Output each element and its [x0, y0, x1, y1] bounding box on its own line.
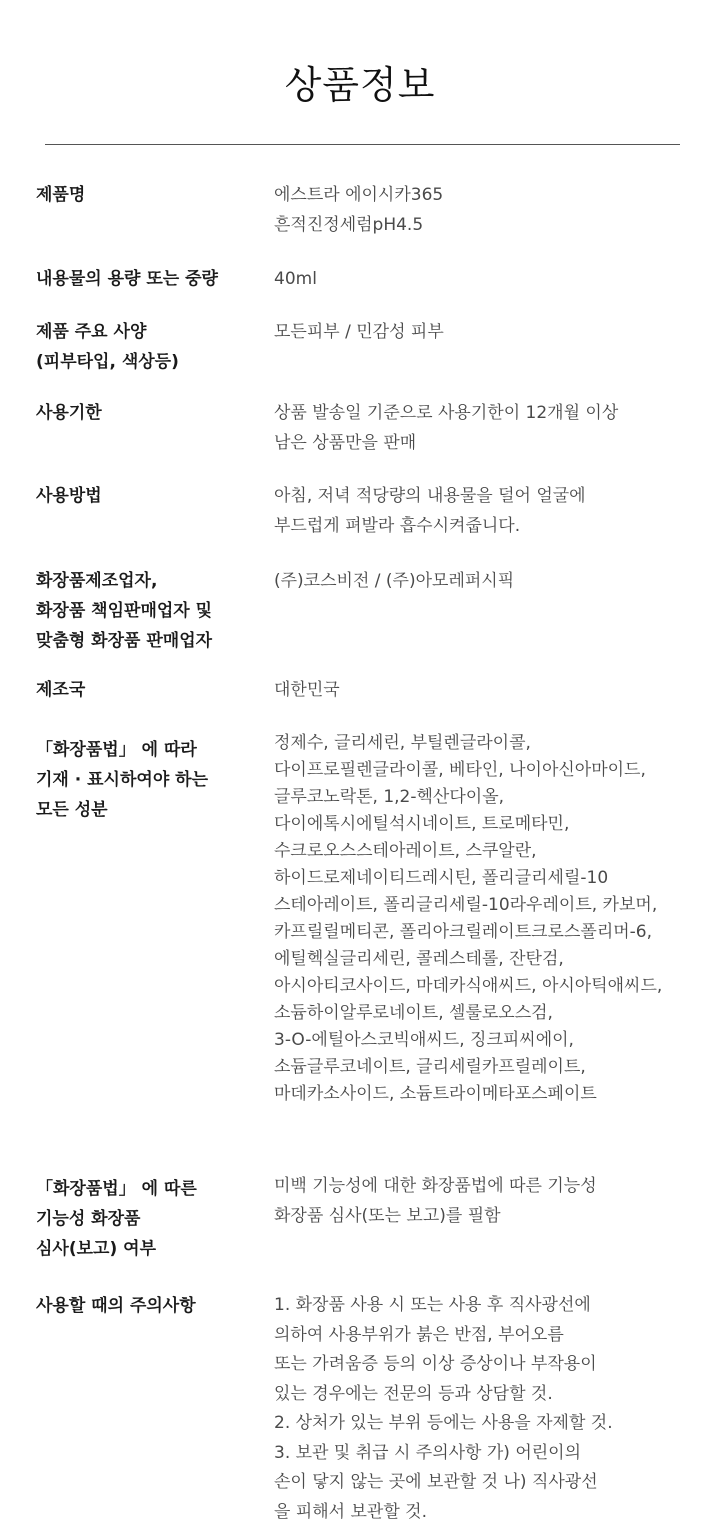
row-label: 사용기한 [36, 403, 102, 423]
row-label: 내용물의 용량 또는 중량 [36, 269, 218, 289]
row-value: 미백 기능성에 대한 화장품법에 따른 기능성 화장품 심사(또는 보고)를 필함 [274, 1176, 597, 1226]
row-value: 모든피부 / 민감성 피부 [274, 322, 444, 342]
row-label: 「화장품법」 에 따른 기능성 화장품 심사(보고) 여부 [36, 1179, 197, 1259]
row-value: 정제수, 글리세린, 부틸렌글라이콜, 다이프로필렌글라이콜, 베타인, 나이아신아마이드, 글루코노락톤, 1,2-헥산다이올, 다이에톡시에틸석시네이트, 트로메타민, 수크로오스스테아레이트, 스쿠알란, 하이드로제네이티드레시틴, 폴리글리세릴-10 스테아레이트, 폴리글리세릴-10라우레이트, 카보머, 카프릴릴메티콘, 폴리아크릴레이트크로스폴리머-6, 에틸헥실글리세린, 콜레스테롤, 잔탄검, 아시아티코사이드, 마데카식애씨드, 아시아틱애씨드, 소듐하이알루로네이트, 셀룰로오스검, 3-O-에틸아스코빅애씨드, 징크피씨에이, 소듐글루코네이트, 글리세릴카프릴레이트, 마데카소사이드, 소듐트라이메타포스페이트 [274, 733, 663, 1104]
row-value: 1. 화장품 사용 시 또는 사용 후 직사광선에 의하여 사용부위가 붉은 반점, 부어오름 또는 가려움증 등의 이상 증상이나 부작용이 있는 경우에는 전문의 등과 상담할 것. 2. 상처가 있는 부위 등에는 사용을 자제할 것. 3. 보관 및 취급 시 주의사항 가) 어린이의 손이 닿지 않는 곳에 보관할 것 나) 직사광선 을 피해서 보관할 것. [274, 1295, 613, 1522]
row-label: 제품 주요 사양 (피부타입, 색상등) [36, 322, 179, 372]
title-divider [45, 144, 680, 145]
page-title: 상품정보 [284, 63, 436, 107]
row-value: (주)코스비전 / (주)아모레퍼시픽 [274, 571, 515, 591]
row-value: 상품 발송일 기준으로 사용기한이 12개월 이상 남은 상품만을 판매 [274, 403, 619, 453]
row-label: 「화장품법」 에 따라 기재 · 표시하여야 하는 모든 성분 [36, 740, 209, 820]
row-value: 아침, 저녁 적당량의 내용물을 덜어 얼굴에 부드럽게 펴발라 흡수시켜줍니다. [274, 486, 586, 536]
row-label: 제품명 [36, 185, 86, 205]
row-value: 대한민국 [274, 680, 340, 700]
row-label: 화장품제조업자, 화장품 책임판매업자 및 맞춤형 화장품 판매업자 [36, 571, 213, 651]
row-label: 제조국 [36, 680, 86, 700]
row-value: 에스트라 에이시카365 흔적진정세럼pH4.5 [274, 185, 444, 235]
row-value: 40ml [274, 269, 317, 289]
row-label: 사용방법 [36, 486, 102, 506]
row-label: 사용할 때의 주의사항 [36, 1296, 196, 1316]
